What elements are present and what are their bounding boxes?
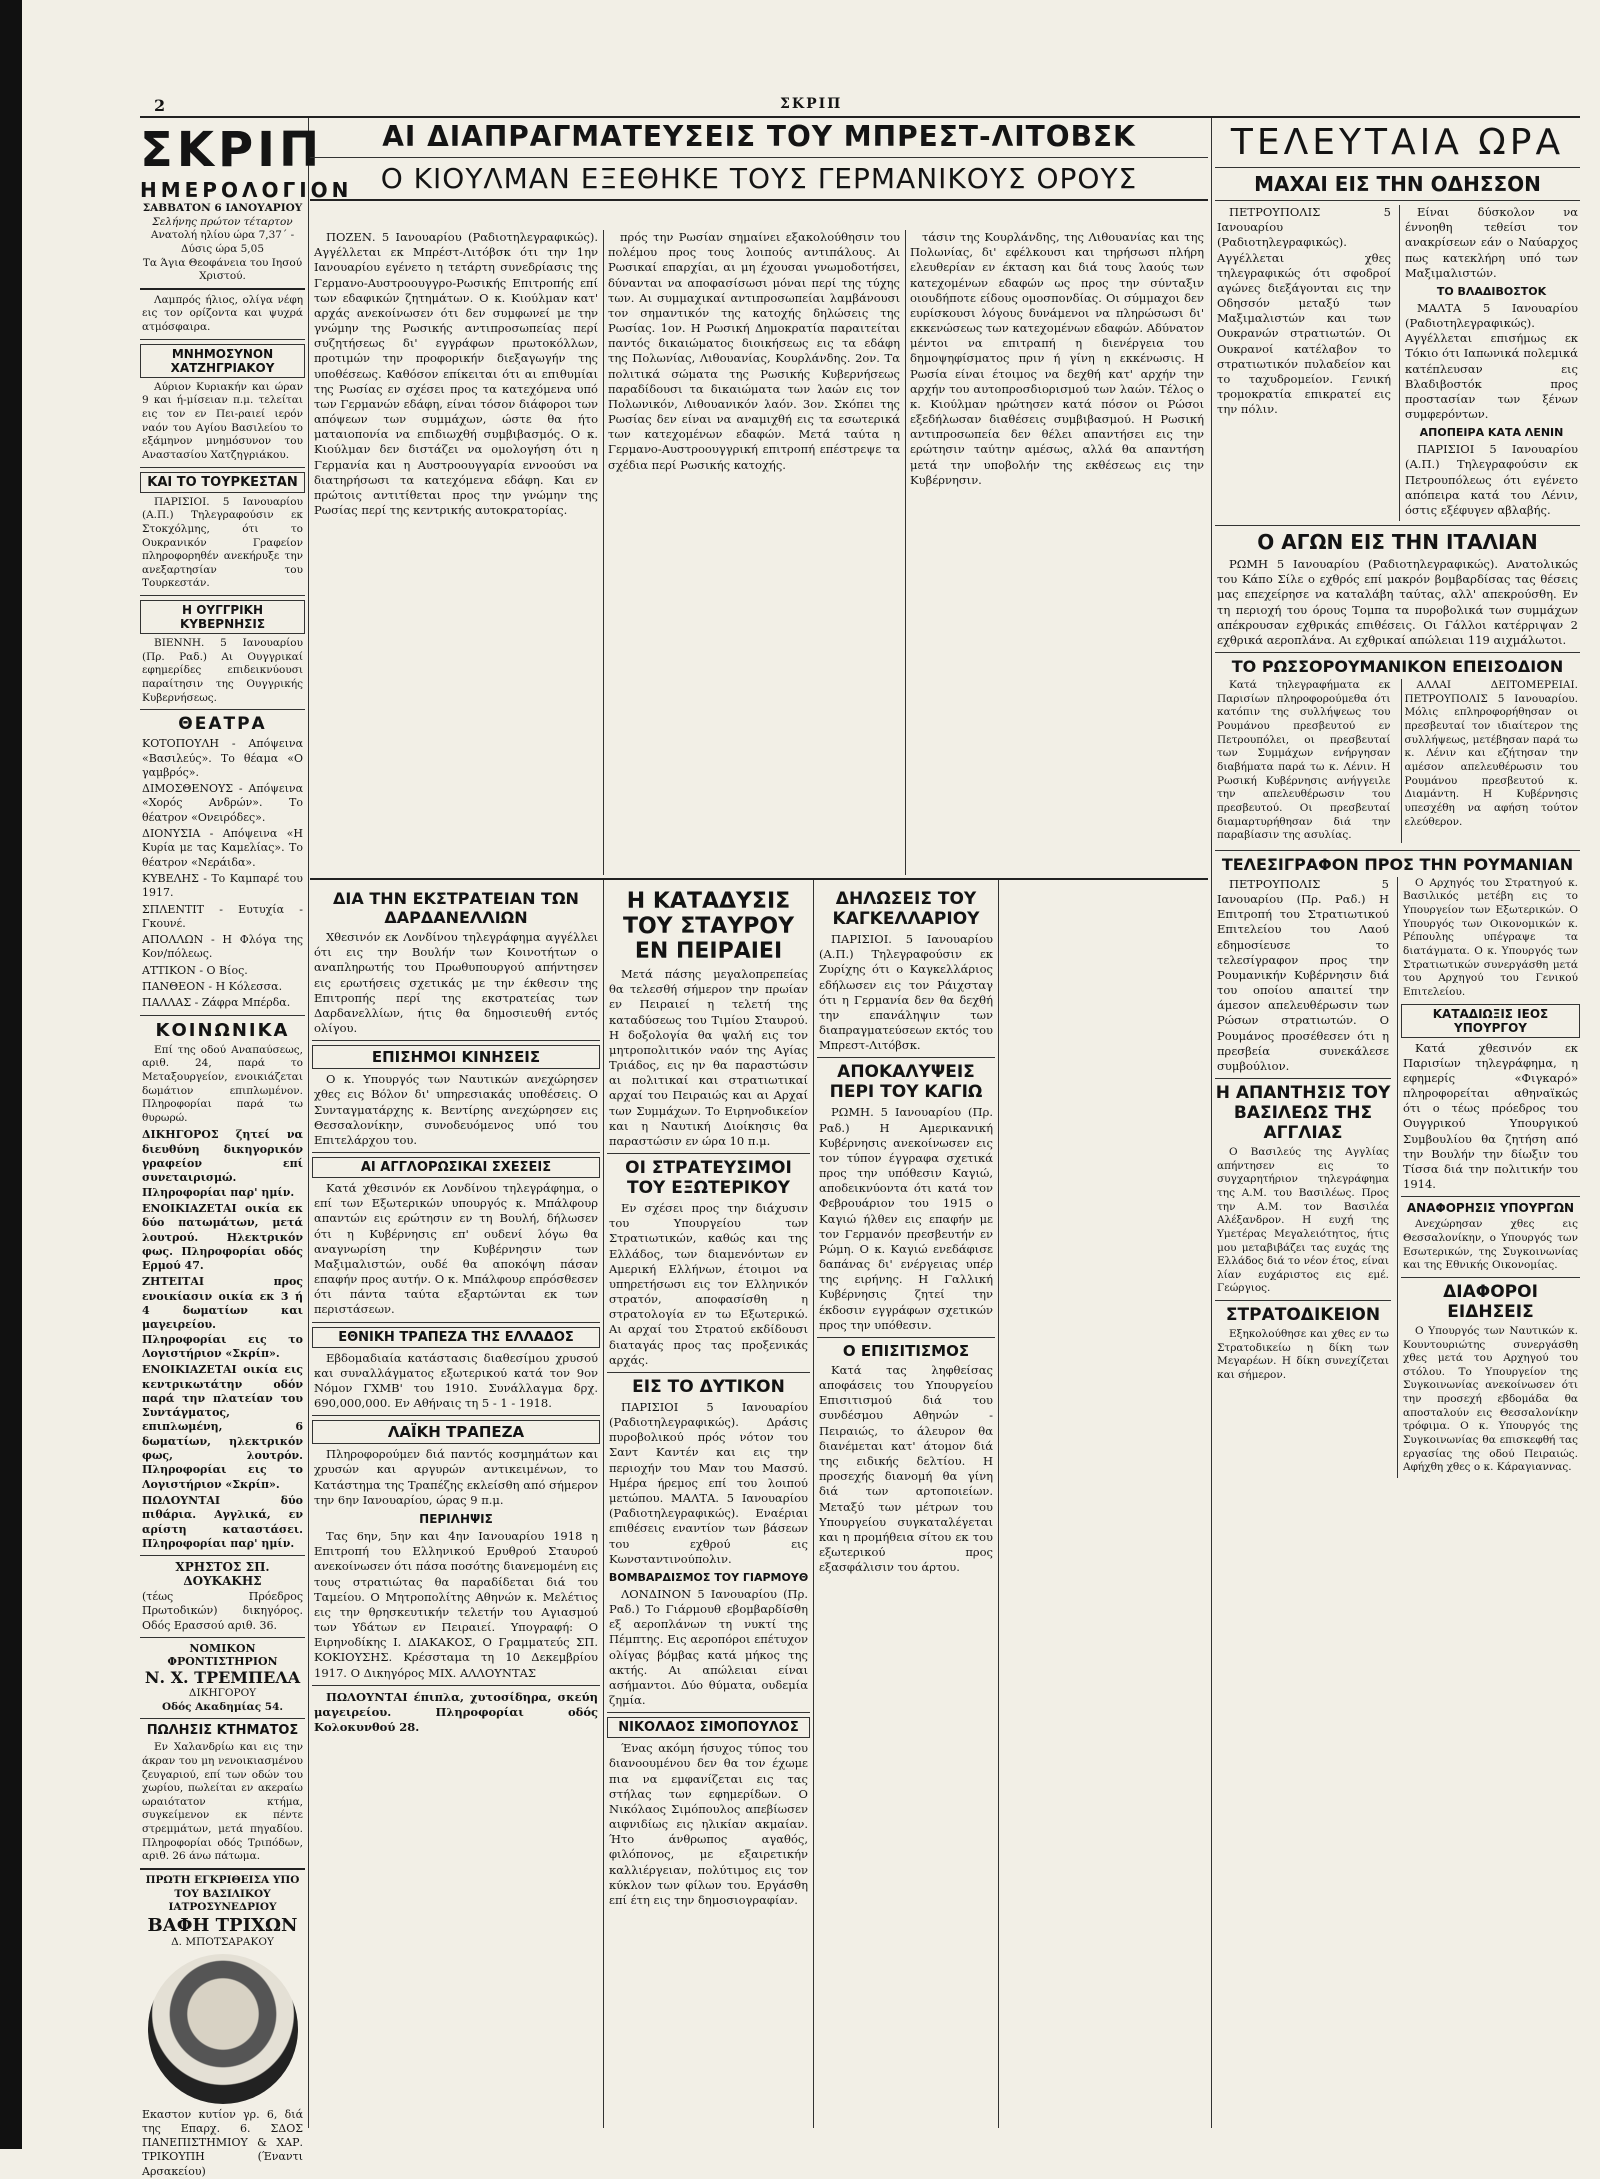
romanian-incident-text: Κατά τηλεγραφήματα εκ Παρισίων πληροφορούμεθα ότι κατόπιν της συλλήψεως του Ρουμάνου πρεσβευτού εν Πετρουπόλει, οι πρεσβευταί των Συμμάχων ενήργησαν διαβήματα παρά τω κ. Λένιν. Η Ρωσική Κυβέρνησις ανήγγειλε την απελευθέρωσιν του πρεσβευτού. Οι πρεσβευταί διαμαρτυρήθησαν διά την παραβίασιν της ασυλίας. [1217, 679, 1391, 842]
theatre-item: ΔΙΜΟΣΘΕΝΟΥΣ - Απόψεινα «Χορός Ανδρών». Το θέατρον «Ονειρόδες». [142, 782, 303, 824]
social-title: ΚΟΙΝΩΝΙΚΑ [155, 1019, 290, 1041]
king-reply-title: Η ΑΠΑΝΤΗΣΙΣ ΤΟΥ ΒΑΣΙΛΕΩΣ ΤΗΣ ΑΓΓΛΙΑΣ [1215, 1083, 1391, 1144]
declarations-text: ΠΑΡΙΣΙΟΙ. 5 Ιανουαρίου (Α.Π.) Τηλεγραφούσιν εκ Ζυρίχης ότι ο Καγκελλάριος εδήλωσεν εις τον Ράιχσταγ ότι η Γερμανία δεν θα δεχθή την επανάληψιν των διαπραγματεύσεων εκτός του Μπρεστ-Λιτόβσκ. [819, 932, 993, 1053]
center-column-c [817, 885, 995, 2128]
theatre-item: ΑΤΤΙΚΟΝ - Ο Βίος. [142, 963, 248, 977]
laiki-bank-title: ΛΑΪΚΗ ΤΡΑΠΕΖΑ [312, 1420, 600, 1444]
summary-text: Τας 6ην, 5ην και 4ην Ιανουαρίου 1918 η Επιτροπή του Ελληνικού Ερυθρού Σταυρού ανεκοίνωσεν ότι πάσα ποσότης διανεμομένη εις τους στρατιώτας θα παραδίδεται διά του Ταμείου. Ο Μητροπολίτης Αθηνών κ. Μελέτιος εις την θρησκευτικήν τελετήν του Αγιασμού των Υδάτων εν Πειραιεί. Υπογραφή: Ο Ειρηνοδίκης Ι. ΔΙΑΚΑΚΟΣ, Ο Γραμματεύς ΣΠ. ΚΟΚΙΟΥΣΗΣ. Κρέσσταμα τη 10 Δεκεμβρίου 1917. Ο Δικηγόρος ΜΙΧ. ΑΛΛΟΥΝΤΑΣ [314, 1528, 598, 1680]
page-number: 2 [154, 96, 166, 115]
law-office-name: Ν. Χ. ΤΡΕΜΠΕΛΑ [144, 1667, 301, 1687]
business-card-text: (τέως Πρόεδρος Πρωτοδικών) δικηγόρος. Οδός Ερασσού αριθ. 36. [142, 1590, 303, 1632]
food-supply-title: Ο ΕΠΙΣΙΤΙΣΜΟΣ [842, 1341, 970, 1360]
weather-note: Λαμπρός ήλιος, ολίγα νέφη εις τον ορίζοντα και ψυχρά ατμόσφαιρα. [142, 293, 303, 334]
banner-title: ΑΙ ΔΙΑΠΡΑΓΜΑΤΕΥΣΕΙΣ ΤΟΥ ΜΠΡΕΣΤ-ΛΙΤΟΒΣΚ [382, 120, 1136, 153]
prosecution-title: ΚΑΤΑΔΙΩΞΙΣ ΙΕΟΣ ΥΠΟΥΡΓΟΥ [1401, 1004, 1580, 1038]
volunteers-text: Εν σχέσει προς την διάχυσιν του Υπουργείου των Στρατιωτικών, καθώς και της Ελλάδος, των διαμενόντων εν Αμερική Ελλήνων, έτοιμοι να υπηρετήσωσι εις τον Ελληνικόν στρατόν, αποφασίσθη η στρατολογία εν τω Εξωτερικώ. Αι αρχαί του Στρατού εκδίδουσι διαταγάς προς τας προξενικάς αρχάς. [609, 1201, 808, 1367]
memorial-title: ΜΝΗΜΟΣΥΝΟΝ ΧΑΤΖΗΓΡΙΑΚΟΥ [140, 344, 305, 378]
scan-edge [0, 0, 22, 2149]
italy-text: ΡΩΜΗ 5 Ιανουαρίου (Ραδιοτηλεγραφικώς). Ανατολικώς του Κάπο Σίλε ο εχθρός επί μακρόν βομβαρδίσας τας θέσεις μας επεχείρησε να καταλάβη ταύτας, αλλ' απεκρούσθη. Εν τη περιοχή του όρους Τομπα τα πυροβολικά των συμμάχων απέκρουσαν εχθρικάς επιθέσεις. Οι Γάλλοι κατέρριψαν 2 εχθρικά αεροπλάνα. Αι εχθρικαί απώλειαι 119 αιχμάλωτοι. [1217, 557, 1578, 647]
western-front-text: ΠΑΡΙΣΙΟΙ 5 Ιανουαρίου (Ραδιοτηλεγραφικώς). Δράσις πυροβολικού πρός νότον του Σαντ Καντέν και εις την περιοχήν του Μαν του Μασσύ. Ημέρα ήρεμος επί του λοιπού μετώπου. ΜΑΛΤΑ. 5 Ιανουαρίου (Ραδιοτηλεγραφικώς). Εναέριαι επιθέσεις εναντίον των βάσεων του εχθρού εις Κωνσταντινούπολιν. [609, 1399, 808, 1566]
theatre-list [140, 737, 305, 1010]
king-reply-text: Ο Βασιλεύς της Αγγλίας απήντησεν εις το συγχαρητήριον τηλεγράφημα της Α.Μ. του Βασιλέως. Προς την Α.Μ. τον Βασιλέα Αλέξανδρον. Η ευχή της Υμετέρας Μεγαλειότητος, ήτις μου μεταβιβάζει τας ευχάς της Ελλάδος διά το νέον έτος, είναι λίαν ευχάριστος εις εμέ. Γεώργιος. [1217, 1146, 1389, 1295]
romanian-incident-text-cont: ΑΛΛΑΙ ΔΕΙΤΟΜΕΡΕΙΑΙ. ΠΕΤΡΟΥΠΟΛΙΣ 5 Ιανουαρίου. Μόλις επληροφορήθησαν οι πρεσβευταί τον ιδιαίτερον της συλλήψεως, μετέβησαν παρά τω κ. Λένιν και εζήτησαν την αμέσον απελευθέρωσιν του Ρουμάνου πρεσβευτού κ. Διαμάντη. Η Κυβέρνησις υπεσχέθη να αφήση τούτον ελεύθερον. [1401, 679, 1579, 843]
theatre-item: ΚΥΒΕΛΗΣ - Το Καμπαρέ του 1917. [142, 871, 303, 900]
national-bank-title: ΕΘΝΙΚΗ ΤΡΑΠΕΖΑ ΤΗΣ ΕΛΛΑΔΟΣ [312, 1327, 600, 1348]
lead-text: τάσιν της Κουρλάνδης, της Λιθουανίας και της Πολωνίας, δι' εφέλκουσι και τηρήσωσι πλήρη ελευθερίαν εν έκταση και διά τους λαούς των κατεχομένων εδαφών ως προς την σύνταξιν οιουδήποτε είδους ομοσπονδίας. Οι σύμμαχοι δεν ευρίσκουσι λόγους δυνάμενοι να πληρώσωσι δι' εκκενώσεως των κατεχομένων εδαφών. Αδύνατον μέντοι να επιτραπή η διενέργεια του δημοψηφίσματος πριν ή γίνη η εκκένωσις. Η Ρωσία είναι έτοιμος να δεχθή κατ' αρχήν την αρχήν του αυτοπροσδιορισμού των λαών. Τέλος ο κ. Κιούλμαν ηρώτησεν κατά πόσον οι Ρώσοι εξεδήλωσαν διαθέσεις συμβιβασμού. Η Ρωσική αντιπροσωπεία δεν θέλει απαντήσει εις την ερώτησιν ταύτην αμέσως, αλλά θα απαντήση μετά την υποβολήν της εκθέσεως εις την Κυβέρνησιν. [910, 230, 1204, 487]
center-column-a [312, 885, 600, 2128]
theatre-title: ΘΕΑΤΡΑ [178, 714, 267, 735]
banner-subtitle: Ο ΚΙΟΥΛΜΑΝ ΕΞΕΘΗΚΕ ΤΟΥΣ ΓΕΡΜΑΝΙΚΟΥΣ ΟΡΟΥΣ [380, 162, 1138, 195]
revelations-title: ΑΠΟΚΑΛΥΨΕΙΣ ΠΕΡΙ ΤΟΥ ΚΑΓΙΩ [829, 1062, 983, 1103]
prosecution-text: Κατά χθεσινόν εκ Παρισίων τηλεγράφημα, η εφημερίς «Φιγκαρό» πληροφορείται αθηναϊκώς ότι ο τέως πρόεδρος του Ουγγρικού Υπουργικού Συμβουλίου θα ζητήση από την Βουλήν την δίωξιν του Τίσσα διά την πολιτικήν του 1914. [1403, 1040, 1578, 1192]
declarations-title: ΔΗΛΩΣΕΙΣ ΤΟΥ ΚΑΓΚΕΛΛΑΡΙΟΥ [832, 889, 980, 929]
obituary-title: ΝΙΚΟΛΑΟΣ ΣΙΜΟΠΟΥΛΟΣ [607, 1717, 810, 1738]
column-rule [308, 118, 309, 2128]
various-news-title: ΔΙΑΦΟΡΟΙ ΕΙΔΗΣΕΙΣ [1443, 1281, 1538, 1322]
court-martial-title: ΣΤΡΑΤΟΔΙΚΕΙΟΝ [1225, 1305, 1381, 1326]
sun-times: Ανατολή ηλίου ώρα 7,37΄ - Δύσις ώρα 5,05 [150, 229, 295, 255]
masthead-subtitle: ΗΜΕΡΟΛΟΓΙΟΝ [140, 178, 353, 202]
memorial-text: Αύριον Κυριακήν και ώραν 9 και ή-μίσειαν π.μ. τελείται εις τον εν Πει-ραιεί ιερόν ναόν του Αγίου Βασιλείου το εξάμηνον μνημόσυνον του Αναστασίου Χατζηγριάκου. [142, 380, 303, 461]
italy-title: Ο ΑΓΩΝ ΕΙΣ ΤΗΝ ΙΤΑΛΙΑΝ [1257, 530, 1538, 555]
theatre-item: ΠΑΛΛΑΣ - Ζάφρα Μπέρδα. [142, 996, 291, 1010]
theatre-item: ΚΟΤΟΠΟΥΛΗ - Απόψεινα «Βασιλεύς». Το θέαμα «Ο γαμβρός». [142, 737, 303, 779]
obituary-text: Ένας ακόμη ήσυχος τύπος του διανοουμένου δεν θα τον έχωμε πια να εμφανίζεται εις τας στήλας των εφημερίδων. Ο Νικόλαος Σιμόπουλος απεβίωσεν αιφνιδίως εις ηλικίαν ακμαίαν. Ήτο άνθρωπος αγαθός, φιλόπονος, με εξαιρετικήν καλλιέργειαν, πολύτιμος εις τον κύκλον των φίλων του. Εργάσθη επί έτη εις την δημοσιογραφίαν. [609, 1741, 808, 1907]
drowning-title: Η ΚΑΤΑΔΥΣΙΣ ΤΟΥ ΣΤΑΥΡΟΥ ΕΝ ΠΕΙΡΑΙΕΙ [622, 889, 795, 964]
expedition-title: ΔΙΑ ΤΗΝ ΕΚΣΤΡΑΤΕΙΑΝ ΤΩΝ ΔΑΡΔΑΝΕΛΛΙΩΝ [333, 889, 579, 927]
odessa-title: ΜΑΧΑΙ ΕΙΣ ΤΗΝ ΟΔΗΣΣΟΝ [1254, 172, 1541, 196]
law-office-role: ΔΙΚΗΓΟΡΟΥ [188, 1686, 257, 1699]
bombing-title: ΒΟΜΒΑΡΔΙΣΜΟΣ ΤΟΥ ΓΙΑΡΜΟΥΘ [608, 1570, 809, 1584]
turkestan-title: ΚΑΙ ΤΟ ΤΟΥΡΚΕΣΤΑΝ [140, 472, 305, 493]
classified-ad: ΠΩΛΟΥΝΤΑΙ δύο πιθάρια. Αγγλικά, εν αρίστη καταστάσει. Πληροφορίαι παρ' ημίν. [142, 1493, 303, 1550]
lead-text: πρός την Ρωσίαν σημαίνει εξακολούθησιν του πολέμου προς τους λοιπούς αντιπάλους. Αι Ρωσικαί επαρχίαι, αι μη έχουσαι γνωμοδοτήσει, δύνανται να αποφασίσωσι μόναι περί της τύχης των. Αι συμμαχικαί αντιπροσωπείαι λαμβάνουσι τον σημαντικόν της κατοχής δηλώσεις της Ρωσίας. 1ον. Η Ρωσική Δημοκρατία παραιτείται παντός δικαιώματος διοικήσεως εις τα εδάφη της Πολωνίας, Λιθουανίας, Κουρλάνδης. 2ον. Τα πολιτικά σώματα της Ρωσικής Κυβερνήσεως παραδίδουσι τα δικαιώματα των λαών εις τον Πολωνικόν, Λιθουανικόν λαόν. 3ον. Σκόπει της Ρωσίας δεν είναι να αναμιχθή εις τα εσωτερικά των κατεχομένων εδαφών. Μετά ταύτα η Γερμανο-Αυστροουγγρική επιτροπή επέστρεψε τα σχέδια περί Ρωσικής κατοχής. [608, 230, 900, 472]
odessa-text-cont: Είναι δύσκολον να έννοηθη τεθείσι τον ανακρίσεων εάν ο Ναύαρχος πως κατεκλήρη υπό των Μαξιμαλιστών. [1405, 205, 1578, 280]
ultimatum-title: ΤΕΛΕΣΙΓΡΑΦΟΝ ΠΡΟΣ ΤΗΝ ΡΟΥΜΑΝΙΑΝ [1221, 854, 1574, 874]
theatre-item: ΑΠΟΛΛΩΝ - Η Φλόγα της Κον/πόλεως. [142, 933, 303, 961]
ministers-departure-title: ΑΝΑΦΟΡΗΣΙΣ ΥΠΟΥΡΓΩΝ [1406, 1201, 1575, 1216]
column-rule [905, 230, 906, 875]
woman-portrait-illustration [148, 1954, 298, 2104]
sale-notice: ΠΩΛΟΥΝΤΑΙ έπιπλα, χυτοσίδηρα, σκεύη μαγειρείου. Πληροφορίαι οδός Κολοκυνθού 28. [314, 1689, 598, 1735]
theatre-item: ΔΙΟΝΥΣΙΑ - Απόψεινα «Η Κυρία με τας Καμελίας». Το θέατρον «Νεράιδα». [142, 827, 303, 869]
sale-text: Εν Χαλανδρίω και εις την άκραν του μη νενοικιασμένου ζευγαριού, επί των οδών του χωρίου, πωλείται εν ακεραίω ωραιότατον κτήμα, συγκείμενον εκ πέντε στρεμμάτων, μετά πηγαδίου. Πληροφορίαι οδός Τριπόδων, αριθ. 26 άνω πάτωμα. [142, 1741, 303, 1863]
classified-ad: ΕΝΟΙΚΙΑΖΕΤΑΙ οικία εις κεντρικωτάτην οδόν παρά την πλατείαν του Συντάγματος, επιπλωμένη, 6 δωματίων, ηλεκτρικόν φως, λουτρόν. Πληροφορίαι εις το Λογιστήριον «Σκρίπ». [142, 1363, 303, 1491]
bombing-text: ΛΟΝΔΙΝΟΝ 5 Ιανουαρίου (Πρ. Ραδ.) Το Γιάρμουθ εβομβαρδίσθη εξ αεροπλάνων τη νυκτί της Πέμπτης. Εις αεροπόροι επέτυχον ολίγας βόμβας κατά μήκος της ακτής. Αι απώλειαι είναι ασήμαντοι. Δύο θύματα, ουδεμία ζημία. [609, 1586, 808, 1708]
anglorussian-title: ΑΙ ΑΓΓΛΟΡΩΣΙΚΑΙ ΣΧΕΣΕΙΣ [312, 1157, 600, 1178]
official-moves-title: ΕΠΙΣΗΜΟΙ ΚΙΝΗΣΕΙΣ [312, 1045, 600, 1069]
ministers-departure-text: Ανεχώρησαν χθες εις Θεσσαλονίκην, ο Υπουργός των Εσωτερικών, της Συγκοινωνίας και της Εθνικής Οικονομίας. [1403, 1218, 1578, 1272]
dye-ad-text: Εκαστον κυτίον γρ. 6, διά της Επαρχ. 6. ΣΔΟΣ ΠΑΝΕΠΙΣΤΗΜΙΟΥ & ΧΑΡ. ΤΡΙΚΟΥΠΗ (Έναντι Αρσακείου) [142, 2107, 303, 2178]
column-rule [1211, 118, 1212, 2128]
vladivostok-title: ΤΟ ΒΛΑΔΙΒΟΣΤΟΚ [1436, 284, 1547, 298]
western-front-title: ΕΙΣ ΤΟ ΔΥΤΙΚΟΝ [632, 1376, 785, 1397]
turkestan-text: ΠΑΡΙΣΙΟΙ. 5 Ιανουαρίου (Α.Π.) Τηλεγραφούσιν εκ Στοκχόλμης, ότι το Ουκρανικόν Γραφείον πληροφορηθέν ανεκήρυξε την ανεξαρτησίαν του Τουρκεστάν. [142, 495, 303, 590]
anglorussian-text: Κατά χθεσινόν εκ Λονδίνου τηλεγράφημα, ο επί των Εξωτερικών υπουργός κ. Μπάλφουρ απαντών εις ερώτησιν εν τη Βουλή, δήλωσεν ότι η Κυβέρνησις επ' ουδενί λόγω θα αναγνωρίση την Κυβέρνησιν των Μαξιμαλιστών, ουδέ θα αποκόψη πάσαν επαφήν προς αυτήν. Ο κ. Μπάλφουρ επρόσθεσεν ότι πάντα ταύτα εξαρτώνται εκ των περιστάσεων. [314, 1181, 598, 1317]
running-head: ΣΚΡΙΠ [780, 96, 843, 112]
law-office-address: Οδός Ακαδημίας 54. [161, 1700, 284, 1713]
running-header [140, 96, 1580, 118]
social-text: Επί της οδού Αναπαύσεως, αριθ. 24, παρά το Μεταξουργείον, ενοικιάζεται δωμάτιον επιπλωμένον. Πληροφορίαι παρά τω θυρωρώ. [142, 1043, 303, 1124]
moon-phase: Σελήνης πρώτον τέταρτον [152, 215, 293, 228]
food-supply-text: Κατά τας ληφθείσας αποφάσεις του Υπουργείου Επισιτισμού διά του συνδέσμου Αθηνών - Πειραιώς, το άλευρον θα διανέμεται κατ' άτομον διά της ειδικής δελτίου. Η προσεχής διανομή θα γίνη διά των αρτοποιείων. Μεταξύ των μέτρων του Υπουργείου συγκαταλέγεται και η προμήθεια σίτου εκ του εξωτερικού προς εξασφάλισιν του άρτου. [819, 1362, 993, 1575]
official-moves-text: Ο κ. Υπουργός των Ναυτικών ανεχώρησεν χθες εις Βόλον δι' υπηρεσιακάς υποθέσεις. Ο Συνταγματάρχης κ. Βεντίρης ανεχώρησεν εις Θεσσαλονίκην, συνοδευόμενος υπό του Επιτελάρχου του. [314, 1072, 598, 1147]
odessa-text: ΠΕΤΡΟΥΠΟΛΙΣ 5 Ιανουαρίου (Ραδιοτηλεγραφικώς). Αγγέλλεται χθες τηλεγραφικώς ότι σφοδροί αγώνες διεξάγονται εις την Οδησσόν μεταξύ των Μαξιμαλιστών και των Ουκρανών στρατιωτών. Οι Ουκρανοί κατέλαβον το στρατιωτικόν πυλαδείον και το ταχυδρομείον. Γενική τρομοκρατία επικρατεί εις την πόλιν. [1217, 205, 1391, 417]
lead-text: ΠΟΖΕΝ. 5 Ιανουαρίου (Ραδιοτηλεγραφικώς). Αγγέλλεται εκ Μπρέστ-Λιτόβσκ ότι την 1ην Ιανουαρίου εγένετο η τετάρτη συνεδρίασις της Γερμανο-Αυστροουγγρο-Ρωσικής Επιτροπής επί των εδαφικών ζητημάτων. Ο κ. Κιούλμαν κατ' αρχάς ανεκοίνωσεν ότι δεν συμφωνεί με την γνώμην της Ρωσικής αντιπροσωπείας περί συζητήσεως δι' εγγράφων πρωτοκόλλων, προτιμών την προφορικήν διεξαγωγήν της υποθέσεως. Καθόσον επίκειται ότι αι επιθυμίαι της Ρωσίας εν σχέσει προς τα κατεχόμενα υπό των Γερμανών εδάφη, είναι τόσον διάφοροι των απόψεων των συμμάχων, ώστε θα ήτο ματαιοπονία να επιδιωχθή συμβιβασμός. Ο κ. Κιούλμαν δεν διστάζει να ομολογήση ότι η Γερμανία και η Αυστροουγγαρία εννοούσι να διατηρήσωσι τα κατεχόμενα εδάφη. Και εν πρώτοις αντιτίθεται προς την γνώμην της Ρωσίας περί της κεντρικής αυτοκρατορίας. [314, 230, 598, 518]
law-office-title: ΝΟΜΙΚΟΝ ΦΡΟΝΤΙΣΤΗΡΙΟΝ [167, 1641, 278, 1668]
hungary-text: ΒΙΕΝΝΗ. 5 Ιανουαρίου (Πρ. Ραδ.) Αι Ουγγρικαί εφημερίδες επιδεικνύουσι παραίτησιν της Ουγγρικής Κυβερνήσεως. [142, 637, 303, 704]
feast-day: Τα Άγια Θεοφάνεια του Ιησού Χριστού. [142, 256, 303, 283]
court-martial-text: Εξηκολούθησε και χθες εν τω Στρατοδικείω η δίκη των Μεγαρέων. Η δίκη συνεχίζεται και σήμερον. [1217, 1328, 1389, 1382]
lenin-attempt-text: ΠΑΡΙΣΙΟΙ 5 Ιανουαρίου (Α.Π.) Τηλεγραφούσιν εκ Πετρουπόλεως ότι εγένετο απόπειρα κατά του Λένιν, όστις εξέφυγεν αβλαβής. [1405, 442, 1578, 517]
section-rule [310, 878, 1208, 880]
drowning-text: Μετά πάσης μεγαλοπρεπείας θα τελεσθή σήμερον την πρωίαν εν Πειραιεί η τελετή της καταδύσεως του Τιμίου Σταυρού. Η δοξολογία θα ψαλή εις τον μητροπολιτικόν ναόν της Αγίας Τριάδος, εις ην θα παραστώσιν αι πολιτικαί και στρατιωτικαί αρχαί του Πειραιώς και αι Αρχαί των Συμμάχων. Το Ειρηνοδικείον και η Ναυτική Διοίκησις θα παραστώσιν εν ώρα 10 π.μ. [609, 967, 808, 1148]
lead-story-col2 [606, 230, 902, 878]
dye-ad-maker: Δ. ΜΠΟΤΣΑΡΑΚΟΥ [171, 1935, 274, 1948]
business-card-name: ΧΡΗΣΤΟΣ ΣΠ. ΔΟΥΚΑΚΗΣ [175, 1560, 270, 1589]
column-rule [998, 880, 999, 2128]
romanian-incident-title: ΤΟ ΡΩΣΣΟΡΟΥΜΑΝΙΚΟΝ ΕΠΕΙΣΟΔΙΟΝ [1231, 657, 1564, 677]
ultimatum-text: ΠΕΤΡΟΥΠΟΛΙΣ 5 Ιανουαρίου (Πρ. Ραδ.) Η Επιτροπή του Στρατιωτικού Επιτελείου του Λαού εδημοσίευσε το τελεσίγραφον προς την Ρουμανικήν Κυβέρνησιν διά του οποίου απαιτεί την άμεσον απελευθέρωσιν των Ρώσων στρατιωτών. Ο Ρουμάνος προσέθεσεν ότι η πρεσβεία συνεκάλεσε συμβούλιον. [1217, 876, 1389, 1073]
lead-story-col3 [908, 230, 1206, 878]
classified-ad: ΕΝΟΙΚΙΑΖΕΤΑΙ οικία εκ δύο πατωμάτων, μετά λουτρού. Ηλεκτρικόν φως. Πληροφορίαι οδός Ερμού 47. [142, 1201, 303, 1273]
main-headline [310, 120, 1208, 205]
column-rule [813, 880, 814, 2128]
hungary-title: Η ΟΥΓΓΡΙΚΗ ΚΥΒΕΡΝΗΣΙΣ [140, 600, 305, 634]
revelations-text: ΡΩΜΗ. 5 Ιανουαρίου (Πρ. Ραδ.) Η Αμερικανική Κυβέρνησις ανεκοίνωσεν εις τον τύπον έγγραφα σχετικά προς την υπόθεσιν Καγιώ, αποδεικνύοντα ότι κατά τον Φεβρουάριον του 1915 ο Καγιώ ήλθεν εις επαφήν με τον Γερμανόν πρεσβευτήν εν Ρώμη. Ο κ. Καγιώ ενεδάφισε δαπάνας δι' ενέργειας υπέρ της ειρήνης. Η Γαλλική Κυβέρνησις ζητεί την έκδοσιν εγγράφων σχετικών προς την υπόθεσιν. [819, 1105, 993, 1332]
classified-ad: ΔΙΚΗΓΟΡΟΣ ζητεί να διευθύνη δικηγορικόν γραφείον επί συνεταιρισμώ. Πληροφορίαι παρ' ημίν. [142, 1128, 303, 1199]
newspaper-page [140, 90, 1580, 2178]
lead-story-col1 [312, 230, 600, 878]
volunteers-title: ΟΙ ΣΤΡΑΤΕΥΣΙΜΟΙ ΤΟΥ ΕΞΩΤΕΡΙΚΟΥ [625, 1158, 792, 1199]
center-column-b [607, 885, 810, 2128]
right-column [1215, 118, 1580, 2128]
theatre-item: ΠΑΝΘΕΟΝ - Η Κόλεσσα. [142, 980, 283, 994]
vladivostok-text: ΜΑΛΤΑ 5 Ιανουαρίου (Ραδιοτηλεγραφικώς). Αγγέλλεται επισήμως εκ Τόκιο ότι Ιαπωνικά πολεμικά κατέπλευσαν εις Βλαδιβοστόκ προς προστασίαν των ξένων συμφερόντων. [1405, 300, 1578, 422]
various-news-text: Ο Υπουργός των Ναυτικών κ. Κουντουριώτης συνεργάσθη χθες μετά του Αρχηγού του στόλου. Το Υπουργείον της Συγκοινωνίας ανεκοίνωσεν ότι την προσεχή εβδομάδα θα αποσταλούν εις Θεσσαλονίκην τρόφιμα. Ο κ. Υπουργός της Συγκοινωνίας θα επισκεφθή τας εργασίας της οδού Πειραιώς. Αφήχθη χθες ο κ. Κάραγιαννας. [1403, 1324, 1578, 1474]
lenin-attempt-title: ΑΠΟΠΕΙΡΑ ΚΑΤΑ ΛΕΝΙΝ [1419, 426, 1564, 440]
left-column [140, 118, 353, 2178]
laiki-bank-text: Πληροφορούμεν διά παντός κοσμημάτων και χρυσών και αργυρών αντικειμένων, το Κατάστημα της Τραπέζης εκλείσθη από σήμερον την 6ην Ιανουαρίου, ώρας 9 π.μ. [314, 1447, 598, 1507]
national-bank-text: Εβδομαδιαία κατάστασις διαθεσίμου χρυσού και συναλλάγματος εξωτερικού κατά τον 9ον Νόμον ΓΧΜΒ' του 1910. Συνάλλαγμα δρχ. 690,000,000. Εν Αθήναις τη 5 - 1 - 1918. [314, 1350, 598, 1411]
dye-ad-title: ΒΑΦΗ ΤΡΙΧΩΝ [147, 1914, 298, 1936]
last-hour-title: ΤΕΛΕΥΤΑΙΑ ΩΡΑ [1230, 122, 1565, 163]
summary-title: ΠΕΡΙΛΗΨΙΣ [419, 1511, 493, 1526]
column-rule [603, 230, 604, 875]
column-rule [603, 880, 604, 2128]
date-line: ΣΑΒΒΑΤΟΝ 6 ΙΑΝΟΥΑΡΙΟΥ [142, 202, 303, 214]
masthead: ΣΚΡΙΠ [140, 122, 324, 178]
ministers-text: Ο Αρχηγός του Στρατηγού κ. Βασιλικός μετέβη εις το Υπουργείον των Εξωτερικών. Ο Υπουργός των Οικονομικών κ. Ρέπουλης υπέγραψε τα διατάγματα. Ο κ. Υπουργός των Στρατιωτικών συνεργάσθη μετά του Αρχηγού του Γενικού Επιτελείου. [1403, 876, 1578, 998]
dye-ad-header: ΠΡΩΤΗ ΕΓΚΡΙΘΕΙΣΑ ΥΠΟ ΤΟΥ ΒΑΣΙΛΙΚΟΥ ΙΑΤΡΟΣΥΝΕΔΡΙΟΥ [145, 1874, 300, 1914]
theatre-item: ΣΠΛΕΝΤΙΤ - Ευτυχία - Γκουνέ. [142, 902, 303, 930]
sale-title: ΠΩΛΗΣΙΣ ΚΤΗΜΑΤΟΣ [146, 1723, 299, 1739]
expedition-text: Χθεσινόν εκ Λονδίνου τηλεγράφημα αγγέλλει ότι εις την Βουλήν των Κοινοτήτων ο αναπληρωτής του Πρωθυπουργού απήντησεν εις ερωτήσεις σχετικάς με την έκθεσιν της Επιτροπής περί της εκστρατείας των Δαρδανελλίων, ήτις θα δημοσιευθή εντός ολίγου. [314, 930, 598, 1036]
classified-ad: ΖΗΤΕΙΤΑΙ προς ενοικίασιν οικία εκ 3 ή 4 δωματίων και μαγειρείου. Πληροφορίαι εις το Λογιστήριον «Σκρίπ». [142, 1275, 303, 1360]
